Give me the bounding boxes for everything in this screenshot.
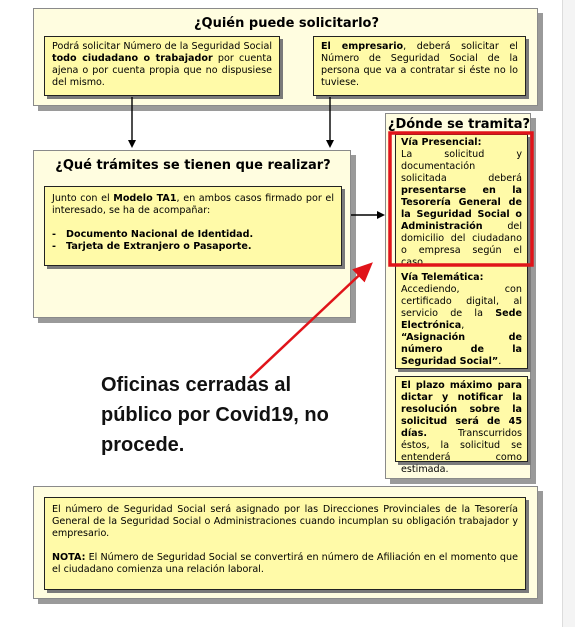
donde-title: ¿Dónde se tramita? xyxy=(387,117,531,132)
tramites-item: - Tarjeta de Extranjero o Pasaporte. xyxy=(52,241,252,252)
plazo-text: Transcurridos éstos, la solicitud se entenderá como estimada. xyxy=(401,428,522,475)
tramites-item: - Documento Nacional de Identidad. xyxy=(52,229,254,240)
quien-left-text2: por cuenta ajena o por cuenta propia que no dispusiese del mismo. xyxy=(52,53,272,88)
quien-right-bold: El empresario xyxy=(321,41,404,52)
tramites-item-text: Documento Nacional de Identidad. xyxy=(66,229,254,240)
tramites-bold: Modelo TA1 xyxy=(113,193,177,204)
tramites-text2: , en ambos casos firmado por el interesado, se ha de acompañar: xyxy=(52,193,334,216)
tramites-title: ¿Qué trámites se tienen que realizar? xyxy=(55,158,331,173)
annotation-arrow xyxy=(250,265,370,378)
tramites-item-text: Tarjeta de Extranjero o Pasaporte. xyxy=(66,241,252,252)
annotation-text: Oficinas cerradas al público por Covid19, no procede. xyxy=(101,374,329,456)
quien-title: ¿Quién puede solicitarlo? xyxy=(194,16,379,31)
plazo-bold: El plazo máximo para dictar y notificar la resolución sobre la solicitud será de 45 días. xyxy=(401,380,522,439)
presencial-bold: presentarse en la Tesorería General de la Seguridad Social o Administración xyxy=(401,185,522,232)
quien-left-bold: todo ciudadano o trabajador xyxy=(52,53,213,64)
scrollbar[interactable] xyxy=(562,0,575,627)
nota-text: El Número de Seguridad Social se convertirá en número de Afiliación en el momento que el ciudadano comienza una relación laboral. xyxy=(52,552,518,575)
highlight-rectangle xyxy=(390,133,532,265)
nota-label: NOTA: xyxy=(52,552,86,563)
telematica-text3: . xyxy=(498,356,502,367)
telematica-bold2: “Asignación de número de la Seguridad Social” xyxy=(401,332,522,367)
bottom-paragraph: El número de Seguridad Social será asignado por las Direcciones Provinciales de la Tesorería General de la Seguridad Social o Administraciones cuando incumplan su obligación trabajador y empresario. xyxy=(52,504,518,539)
telematica-bold1: Sede Electrónica xyxy=(401,308,522,331)
presencial-text2: del domicilio del ciudadano o empresa según el caso. xyxy=(401,221,522,268)
quien-right-text: , deberá solicitar el Número de Seguridad Social de la persona que va a contratar si éste no lo tuviese. xyxy=(321,41,518,88)
presencial-text1: La solicitud y documentación solicitada deberá xyxy=(401,149,522,184)
tramites-text1: Junto con el xyxy=(52,193,114,204)
telematica-text2: , xyxy=(461,320,465,331)
telematica-label: Vía Telemática: xyxy=(401,272,484,283)
presencial-label: Vía Presencial: xyxy=(401,137,482,148)
quien-left-text1: Podrá solicitar Número de la Seguridad Social xyxy=(52,41,272,52)
telematica-text1: Accediendo, con certificado digital, al servicio de la xyxy=(401,284,522,319)
